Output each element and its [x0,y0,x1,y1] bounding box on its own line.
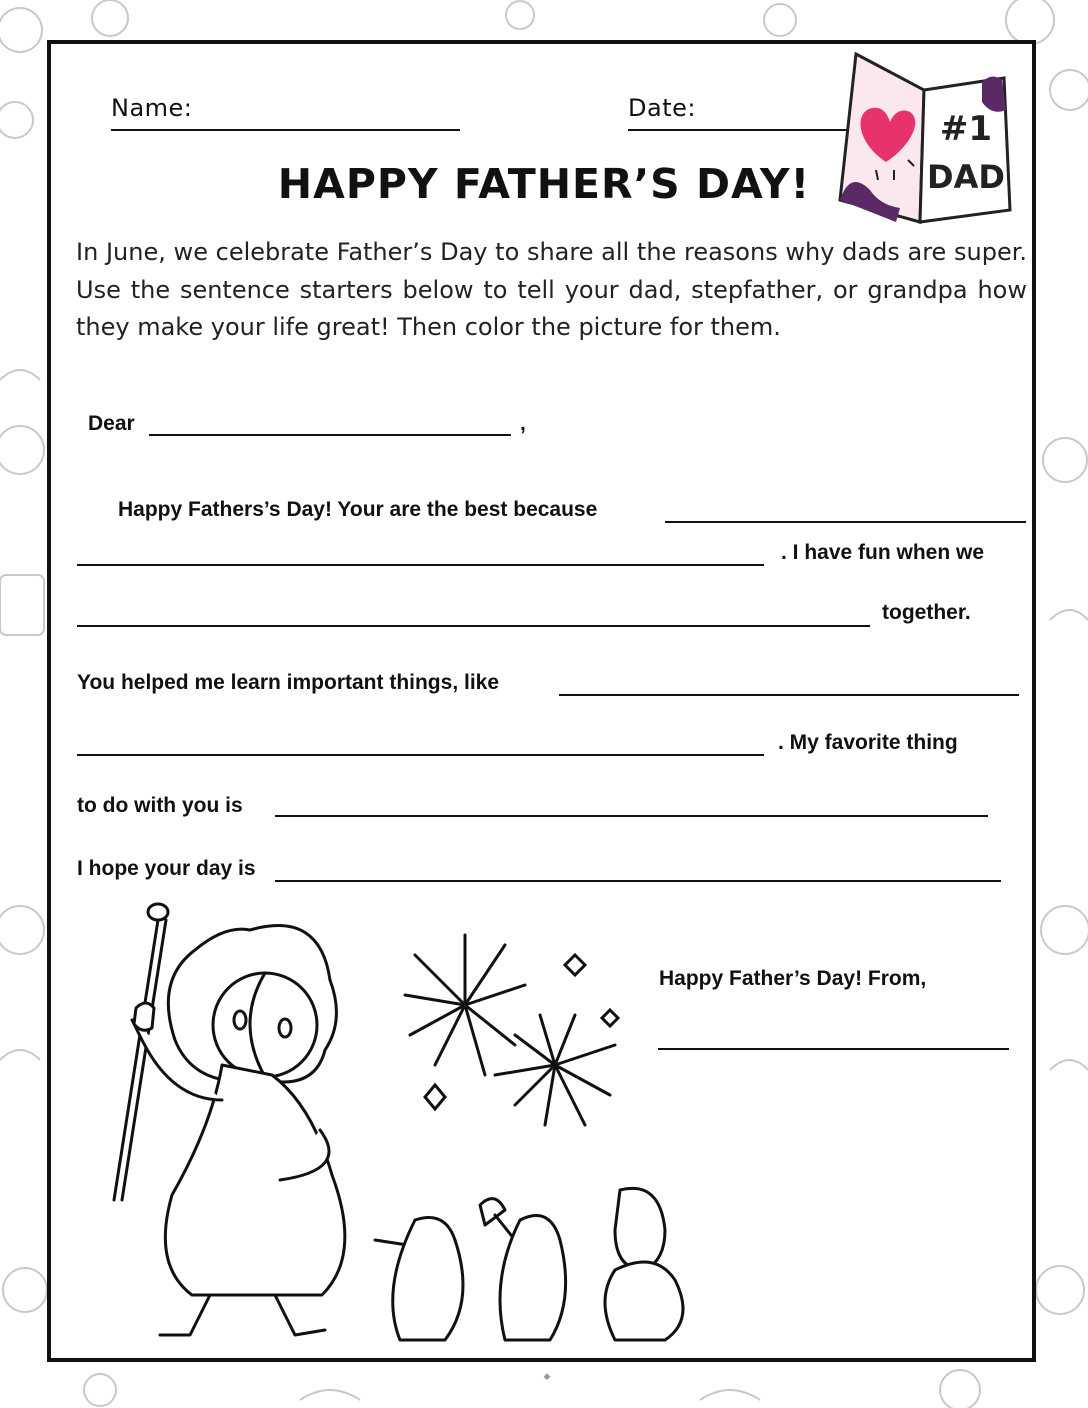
prompt-fun-when: . I have fun when we [781,541,985,564]
prompt-best-because: Happy Fathers’s Day! Your are the best because [118,498,598,521]
name-label: Name: [111,94,193,122]
prompt-learn: You helped me learn important things, like [77,671,500,694]
card-text-dad: DAD [927,158,1005,196]
signoff-label: Happy Father’s Day! From, [659,967,927,990]
fun-when-line[interactable] [77,625,870,627]
drum-major-coloring-art [100,900,400,1360]
dear-comma: , [520,412,526,435]
page-title: HAPPY FATHER’S DAY! [277,160,811,208]
intro-paragraph: In June, we celebrate Father’s Day to share all the reasons why dads are super. Use the sentence starters below to tell your dad, stepfather, or grandpa how they make your life great! Then color the picture for them. [76,238,1027,341]
prompt-together: together. [882,601,971,624]
publisher-logo: ◆ [543,1372,551,1382]
learn-line-1[interactable] [559,694,1019,696]
date-label: Date: [628,94,696,122]
best-because-line-1[interactable] [665,521,1026,523]
signoff-name-line[interactable] [658,1048,1009,1050]
marching-band-art [370,1180,730,1360]
date-field-line[interactable] [628,129,850,131]
prompt-to-do: to do with you is [77,794,243,817]
dear-name-line[interactable] [149,434,511,436]
prompt-favorite: . My favorite thing [778,731,958,754]
dear-label: Dear [88,412,135,435]
card-text-number: #1 [939,109,993,149]
learn-line-2[interactable] [77,754,764,756]
hope-line[interactable] [275,880,1001,882]
prompt-hope: I hope your day is [77,857,256,880]
fireworks-art [395,915,635,1135]
favorite-thing-line[interactable] [275,815,988,817]
name-field-line[interactable] [111,129,460,131]
best-because-line-2[interactable] [77,564,764,566]
